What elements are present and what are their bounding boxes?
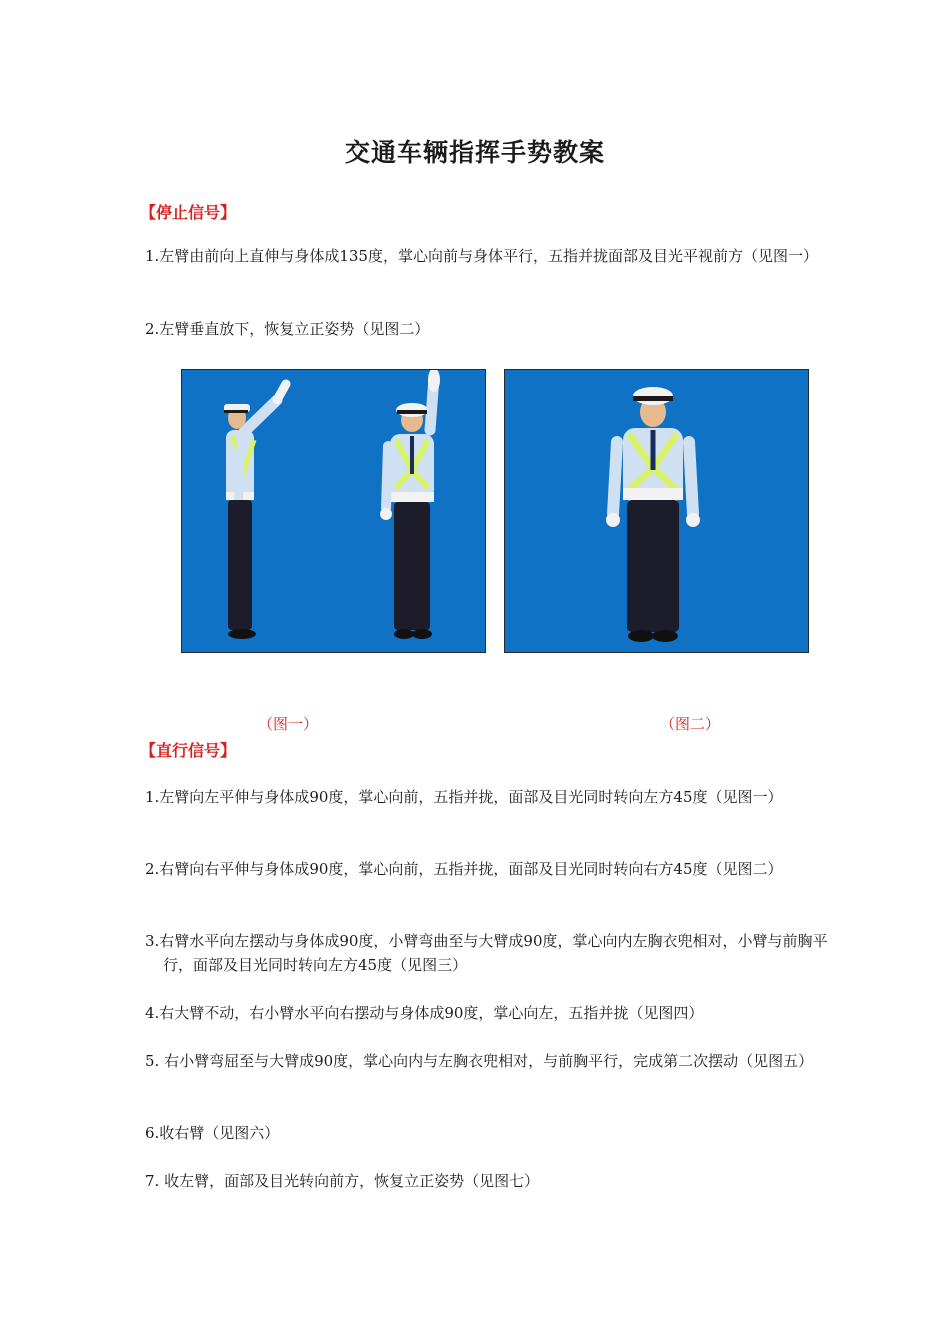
step-stop-1: 1.左臂由前向上直伸与身体成135度，掌心向前与身体平行，五指并拢面部及目光平视前方（见图一） [145, 247, 818, 265]
section-heading-straight: 【直行信号】 [140, 741, 237, 760]
figure-2-caption: （图二） [660, 715, 721, 733]
step-straight-4: 4.右大臂不动，右小臂水平向右摆动与身体成90度，掌心向左，五指并拢（见图四） [145, 1004, 704, 1022]
section-heading-stop: 【停止信号】 [140, 203, 237, 222]
step-straight-6: 6.收右臂（见图六） [145, 1124, 280, 1142]
figure-1-caption: （图一） [258, 715, 319, 733]
step-straight-2: 2.右臂向右平伸与身体成90度，掌心向前，五指并拢，面部及目光同时转向右方45度（见图二） [145, 860, 783, 878]
figure-2-image [504, 369, 809, 653]
officer-attention-pose [606, 387, 700, 642]
page-title: 交通车辆指挥手势教案 [344, 138, 605, 167]
step-straight-3: 3.右臂水平向左摆动与身体成90度，小臂弯曲至与大臂成90度，掌心向内左胸衣兜相对，小臂与前胸平行，面部及目光同时转向左方45度（见图三） [145, 932, 828, 974]
step-straight-5: 5. 右小臂弯屈至与大臂成90度，掌心向内与左胸衣兜相对，与前胸平行，完成第二次摆动（见图五） [145, 1052, 814, 1070]
step-straight-1: 1.左臂向左平伸与身体成90度，掌心向前，五指并拢，面部及目光同时转向左方45度（见图一） [145, 788, 783, 806]
step-stop-2: 2.左臂垂直放下，恢复立正姿势（见图二） [145, 320, 430, 338]
figure-1-image [181, 369, 486, 653]
officer-side-view [224, 384, 286, 639]
officer-front-view [380, 370, 440, 639]
step-straight-7: 7. 收左臂，面部及目光转向前方，恢复立正姿势（见图七） [145, 1172, 540, 1190]
